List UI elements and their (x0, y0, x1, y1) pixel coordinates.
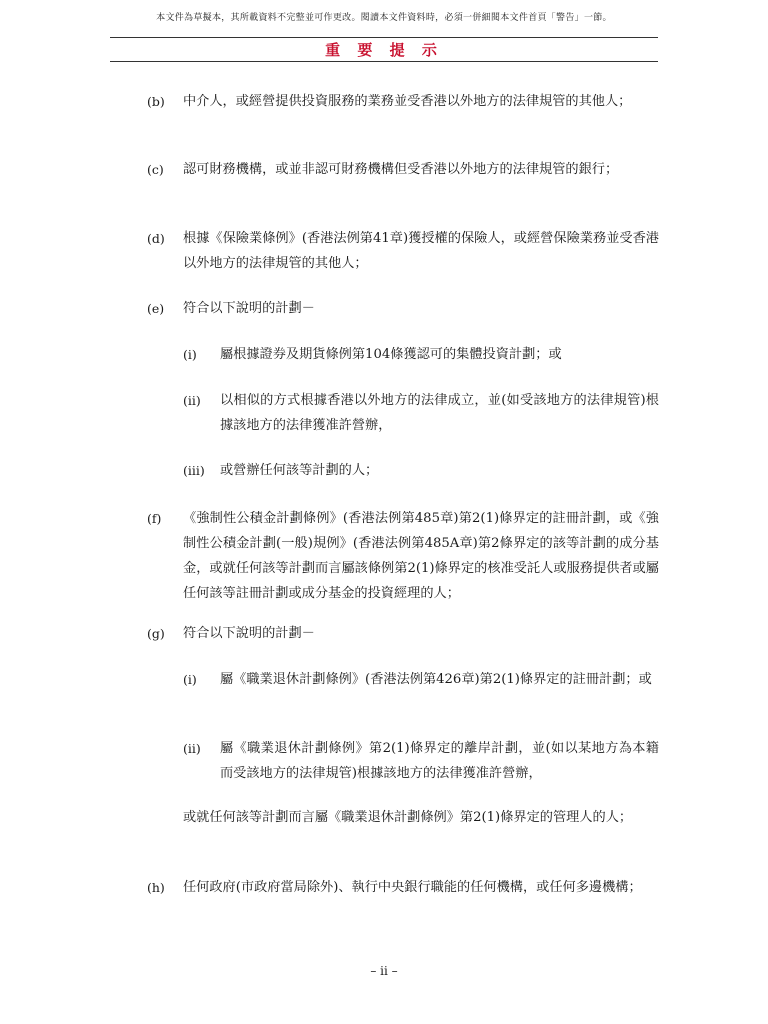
sub-item-label: (iii) (183, 463, 205, 478)
sub-item-label: (ii) (183, 393, 201, 408)
item-text: 《強制性公積金計劃條例》(香港法例第485章)第2(1)條界定的註冊計劃，或《強制性公積金計劃(一般)規例》(香港法例第485A章)第2條界定的該等計劃的成分基金，或就任何該等計劃而言屬該條例第2(1)條界定的核准受託人或服務提供者或屬任何該等註冊計劃或成分基金的投資經理的人； (183, 511, 659, 601)
item-label: (h) (147, 880, 165, 895)
page-title: 重 要 提 示 (325, 41, 443, 59)
sub-item-text: 屬《職業退休計劃條例》第2(1)條界定的離岸計劃，並(如以某地方為本籍而受該地方的法律規管)根據該地方的法律獲准許營辦， (220, 741, 659, 781)
sub-item-text: 以相似的方式根據香港以外地方的法律成立，並(如受該地方的法律規管)根據該地方的法律獲准許營辦， (220, 393, 659, 433)
item-text: 符合以下說明的計劃－ (183, 626, 315, 641)
draft-disclaimer: 本文件為草擬本，其所載資料不完整並可作更改。閱讀本文件資料時，必須一併細閱本文件首頁「警告」一節。 (156, 13, 612, 23)
sub-item-text: 或營辦任何該等計劃的人； (220, 463, 379, 478)
item-label: (c) (147, 162, 164, 177)
item-label: (d) (147, 231, 165, 246)
item-text: 認可財務機構，或並非認可財務機構但受香港以外地方的法律規管的銀行； (183, 162, 619, 177)
item-text: 符合以下說明的計劃－ (183, 301, 315, 316)
header-rule-top (110, 37, 658, 38)
item-label: (f) (147, 511, 162, 526)
item-text: 中介人，或經營提供投資服務的業務並受香港以外地方的法律規管的其他人； (183, 94, 632, 109)
item-text: 或就任何該等計劃而言屬《職業退休計劃條例》第2(1)條界定的管理人的人； (183, 810, 633, 825)
item-label: (e) (147, 301, 165, 316)
sub-item-text: 屬《職業退休計劃條例》(香港法例第426章)第2(1)條界定的註冊計劃；或 (220, 672, 652, 687)
item-text: 任何政府(市政府當局除外)、執行中央銀行職能的任何機構，或任何多邊機構； (183, 880, 642, 895)
sub-item-label: (i) (183, 347, 197, 362)
item-label: (g) (147, 626, 165, 641)
page-number: – ii – (370, 964, 398, 978)
sub-item-text: 屬根據證券及期貨條例第104條獲認可的集體投資計劃；或 (220, 347, 562, 362)
sub-item-label: (i) (183, 672, 197, 687)
sub-item-label: (ii) (183, 741, 201, 756)
item-text: 根據《保險業條例》(香港法例第41章)獲授權的保險人，或經營保險業務並受香港以外地方的法律規管的其他人； (183, 231, 659, 271)
item-label: (b) (147, 94, 165, 109)
header-rule-bottom (110, 61, 658, 62)
